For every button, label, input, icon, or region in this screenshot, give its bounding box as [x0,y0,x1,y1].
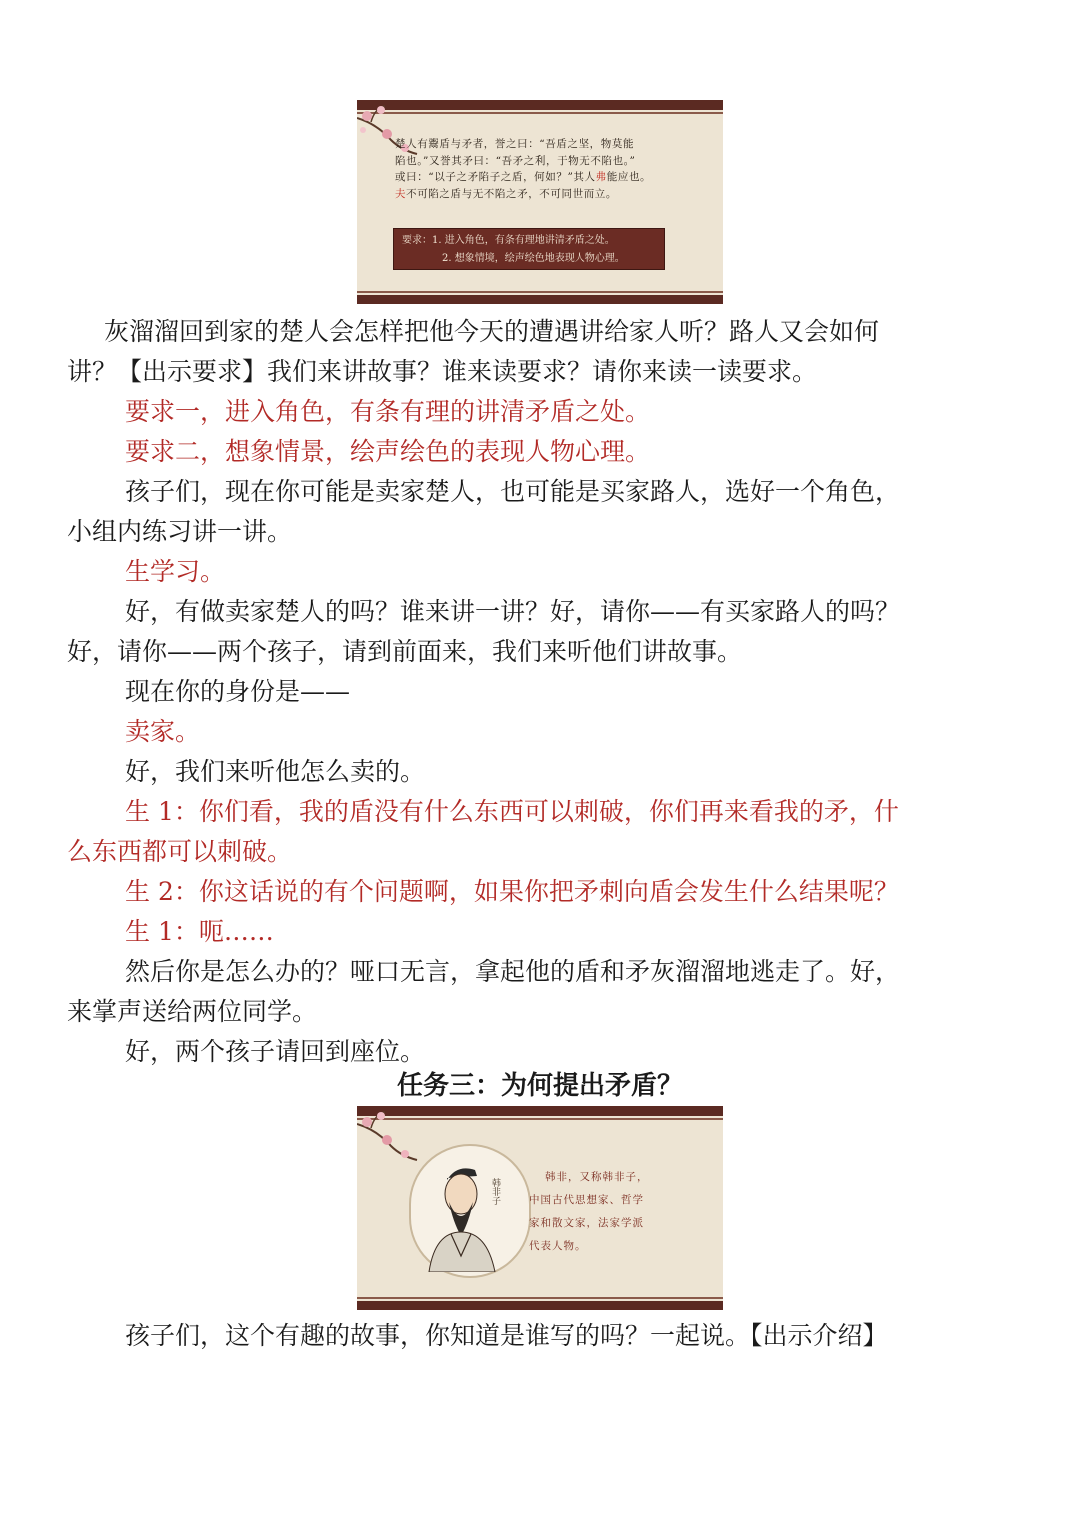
slide-bottom-border [357,295,723,304]
paragraph-line: 好，有做卖家楚人的吗？谁来讲一讲？好，请你——有买家路人的吗？ [125,597,901,626]
student-response: 生 1：呃…… [125,917,274,946]
requirement-two: 要求二，想象情景，绘声绘色的表现人物心理。 [125,437,651,466]
portrait-name: 韩非子 [490,1178,500,1205]
intro-line: 中国古代思想家、哲学 [529,1194,644,1206]
passage-text: 不可陷之盾与无不陷之矛，不可同世而立。 [406,187,618,200]
paragraph-line: 好，我们来听他怎么卖的。 [125,757,426,786]
portrait-frame [409,1144,531,1278]
passage-line: 楚人有鬻盾与矛者，誉之曰：“吾盾之坚，物莫能 [395,138,635,150]
slide-author-intro [357,1106,723,1310]
requirement-one: 要求一，进入角色，有条有理的讲清矛盾之处。 [125,397,651,426]
slide-passage [395,136,697,202]
requirement-line: 2. 想象情境，绘声绘色地表现人物心理。 [442,253,625,264]
slide-bottom-border [357,1301,723,1310]
passage-highlight: 夫 [395,187,407,200]
requirements-box [393,228,665,270]
student-response: 么东西都可以刺破。 [67,837,293,866]
passage-line [395,186,697,203]
closing-line: 孩子们，这个有趣的故事，你知道是谁写的吗？一起说。【出示介绍】 [125,1321,888,1350]
passage-line: 陷也。”又誉其矛曰：“吾矛之利，于物无不陷也。” [395,154,636,167]
intro-line: 代表人物。 [529,1240,587,1252]
paragraph-line: 现在你的身份是—— [125,677,351,706]
han-feizi-portrait-icon [411,1146,525,1272]
student-response: 卖家。 [125,717,201,746]
section-heading: 任务三：为何提出矛盾？ [396,1071,683,1101]
passage-text: 能应也。 [606,171,652,183]
paragraph-line: 小组内练习讲一讲。 [67,517,293,546]
slide-bottom-line [357,291,723,293]
passage-text: 或曰：“以子之矛陷子之盾，何如？”其人 [395,171,596,183]
slide-requirements [357,100,723,304]
paragraph-line: 讲？【出示要求】我们来讲故事？谁来读要求？请你来读一读要求。 [67,357,818,386]
intro-line: 家和散文家，法家学派 [529,1217,644,1229]
student-response: 生 1：你们看，我的盾没有什么东西可以刺破，你们再来看我的矛，什 [125,797,899,826]
paragraph-line: 好，请你——两个孩子，请到前面来，我们来听他们讲故事。 [67,637,743,666]
paragraph-line: 来掌声送给两位同学。 [67,997,318,1026]
passage-highlight: 弗 [595,171,607,183]
student-response: 生 2：你这话说的有个问题啊，如果你把矛刺向盾会发生什么结果呢？ [125,877,899,906]
author-intro-text [529,1166,689,1258]
student-response: 生学习。 [125,557,226,586]
paragraph-line: 好，两个孩子请回到座位。 [125,1037,426,1066]
intro-line: 韩非，又称韩非子， [545,1171,649,1183]
paragraph-line: 孩子们，现在你可能是卖家楚人，也可能是买家路人，选好一个角色， [125,477,901,506]
paragraph-line: 灰溜溜回到家的楚人会怎样把他今天的遭遇讲给家人听？路人又会如何 [104,317,880,346]
paragraph-line: 然后你是怎么办的？哑口无言，拿起他的盾和矛灰溜溜地逃走了。好， [125,957,901,986]
passage-line [395,169,697,186]
slide-bottom-line [357,1297,723,1299]
requirement-line: 要求：1. 进入角色，有条有理地讲清矛盾之处。 [402,235,615,246]
